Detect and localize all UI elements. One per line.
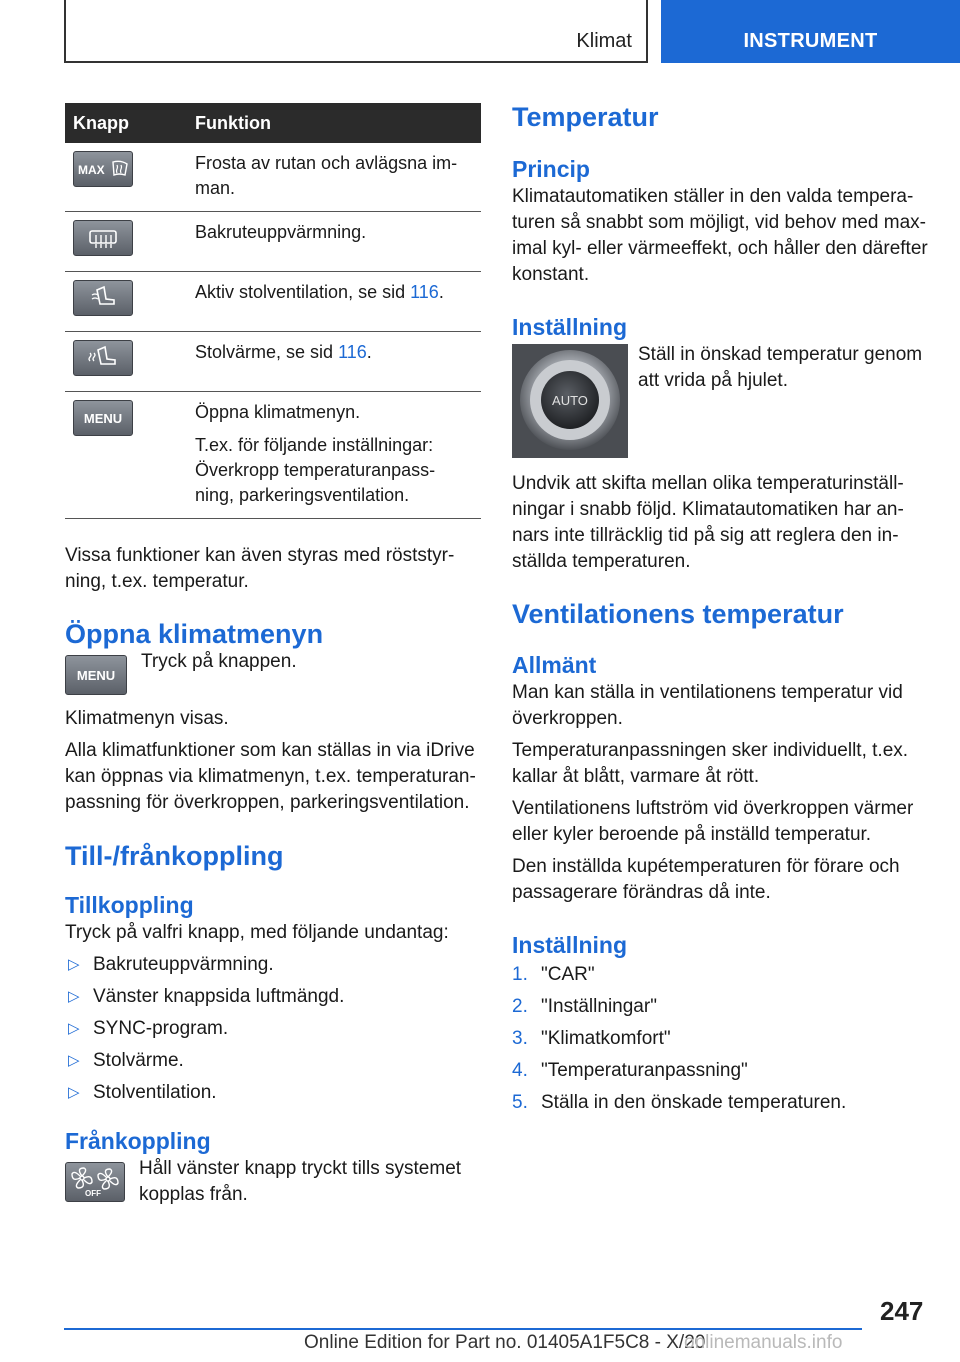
triangle-bullet-icon: ▷: [68, 956, 80, 973]
function-text: Aktiv stolventilation, se sid: [195, 282, 411, 302]
page-number: 247: [880, 1296, 924, 1326]
table-row: [65, 392, 481, 519]
heading-vent-temperature: Ventilationens temperatur: [512, 599, 844, 629]
table-cell-function: Frosta av rutan och avlägsna im-man.: [187, 143, 481, 212]
list-item-text: Stolventilation.: [93, 1082, 217, 1103]
seat-ventilation-icon: [73, 280, 133, 316]
fan-off-button-icon: [65, 1162, 125, 1202]
heading-vent-setting: Inställning: [512, 932, 627, 958]
list-item-text: Bakruteuppvärmning.: [93, 954, 274, 975]
edition-text: Online Edition for Part no. 01405A1F5C8 - X/20: [304, 1332, 706, 1353]
table-cell-function: [187, 392, 481, 519]
general-text-2: Temperaturanpassningen sker individuellt, t.ex. kallar åt blått, varmare åt rött.: [512, 740, 909, 787]
heading-general: Allmänt: [512, 652, 597, 678]
step-text: Ställa in den önskade temperaturen.: [541, 1092, 847, 1113]
menu-instruction: Tryck på knappen.: [141, 651, 297, 672]
heading-switch-off: Frånkoppling: [65, 1128, 211, 1154]
list-item: [512, 994, 930, 1020]
step-text: "CAR": [541, 964, 595, 985]
list-item: [65, 1016, 481, 1042]
chapter-tab[interactable]: INSTRUMENT: [661, 0, 960, 63]
setting-text: Ställ in önskad temperatur genom att vrida på hjulet.: [638, 344, 923, 391]
table-row: [65, 332, 481, 392]
page-link[interactable]: 116: [338, 342, 367, 362]
off-label: OFF: [85, 1189, 101, 1198]
general-text-1: Man kan ställa in ventilationens temperatur vid överkroppen.: [512, 682, 903, 729]
step-number: 3.: [512, 1028, 528, 1049]
table-header-function: Funktion: [187, 103, 481, 143]
step-text: "Klimatkomfort": [541, 1028, 671, 1049]
right-column: [512, 100, 930, 1122]
function-text: Öppna klimatmenyn.: [195, 402, 361, 422]
heading-switch-on: Tillkoppling: [65, 892, 194, 918]
switch-on-text: Tryck på valfri knapp, med följande undantag:: [65, 922, 449, 943]
step-number: 5.: [512, 1092, 528, 1113]
warning-text: Undvik att skifta mellan olika temperaturinställ-ningar i snabb följd. Klimatautomatiken har an-nars inte tillräcklig tid på sig att reglera den in-ställda temperaturen.: [512, 473, 904, 572]
list-item: [512, 1090, 930, 1116]
heading-principle: Princip: [512, 156, 590, 182]
triangle-bullet-icon: ▷: [68, 1020, 80, 1037]
table-row: [65, 272, 481, 332]
function-text: Stolvärme, se sid: [195, 342, 339, 362]
list-item: [512, 1026, 930, 1052]
table-row: [65, 143, 481, 212]
rear-window-heating-icon: [73, 220, 133, 256]
list-item: [512, 1058, 930, 1084]
step-text: "Temperaturanpassning": [541, 1060, 748, 1081]
step-number: 1.: [512, 964, 528, 985]
list-item: [65, 952, 481, 978]
max-label: MAX: [78, 163, 105, 177]
switch-off-row: [65, 1158, 481, 1208]
menu-instruction-row: [65, 651, 481, 695]
footer-divider: [64, 1328, 862, 1330]
table-cell-function: [187, 272, 481, 332]
temperature-knob-image: [512, 344, 628, 458]
knob-auto-label: AUTO: [552, 393, 588, 408]
section-title: Klimat: [576, 30, 632, 52]
list-item: [65, 984, 481, 1010]
table-row: [65, 212, 481, 272]
heading-open-menu: Öppna klimatmenyn: [65, 619, 324, 649]
list-item-text: SYNC-program.: [93, 1018, 229, 1039]
heading-temperature: Temperatur: [512, 102, 659, 132]
exception-list: [65, 952, 481, 1106]
menu-description: Alla klimatfunktioner som kan ställas in via iDrive kan öppnas via klimatmenyn, t.ex. temperaturan-passning för överkroppen, parkeringsventilation.: [65, 740, 476, 813]
list-item-text: Vänster knappsida luftmängd.: [93, 986, 345, 1007]
menu-shown-text: Klimatmenyn visas.: [65, 708, 229, 729]
left-column: [65, 103, 481, 1208]
triangle-bullet-icon: ▷: [68, 1052, 80, 1069]
knob-row: [512, 344, 930, 458]
voice-control-note: Vissa funktioner kan även styras med röststyr-ning, t.ex. temperatur.: [65, 545, 455, 592]
triangle-bullet-icon: ▷: [68, 1084, 80, 1101]
principle-text: Klimatautomatiken ställer in den valda tempera-turen så snabbt som möjligt, vid behov med max-imal kyl- eller värmeeffekt, och håller den därefter konstant.: [512, 186, 928, 285]
list-item-text: Stolvärme.: [93, 1050, 184, 1071]
menu-button-icon: MENU: [73, 400, 133, 436]
function-text-end: .: [366, 342, 372, 362]
watermark: onlinemanuals.info: [684, 1332, 843, 1353]
steps-list: [512, 962, 930, 1116]
header-box: [64, 0, 648, 63]
seat-heating-icon: [73, 340, 133, 376]
switch-off-text: Håll vänster knapp tryckt tills systemet kopplas från.: [139, 1158, 462, 1205]
list-item: [512, 962, 930, 988]
heading-onoff: Till-/frånkoppling: [65, 841, 284, 871]
list-item: [65, 1048, 481, 1074]
page-link[interactable]: 116: [410, 282, 439, 302]
menu-button-icon: MENU: [65, 655, 127, 695]
function-text: Bakruteuppvärmning.: [195, 222, 367, 242]
step-text: "Inställningar": [541, 996, 657, 1017]
general-text-4: Den inställda kupétemperaturen för förare och passagerare förändras då inte.: [512, 856, 900, 903]
triangle-bullet-icon: ▷: [68, 988, 80, 1005]
function-text-detail: T.ex. för följande inställningar: Överkropp temperaturanpass-ning, parkeringsventilation.: [195, 435, 436, 505]
heading-setting: Inställning: [512, 314, 627, 340]
table-cell-function: [187, 332, 481, 392]
max-defrost-icon: [73, 151, 133, 187]
step-number: 2.: [512, 996, 528, 1017]
function-text-end: .: [438, 282, 444, 302]
table-header-key: Knapp: [65, 103, 187, 143]
step-number: 4.: [512, 1060, 528, 1081]
general-text-3: Ventilationens luftström vid överkroppen värmer eller kyler beroende på inställd temperatur.: [512, 798, 914, 845]
table-cell-function: [187, 212, 481, 272]
key-function-table: [65, 103, 481, 519]
list-item: [65, 1080, 481, 1106]
